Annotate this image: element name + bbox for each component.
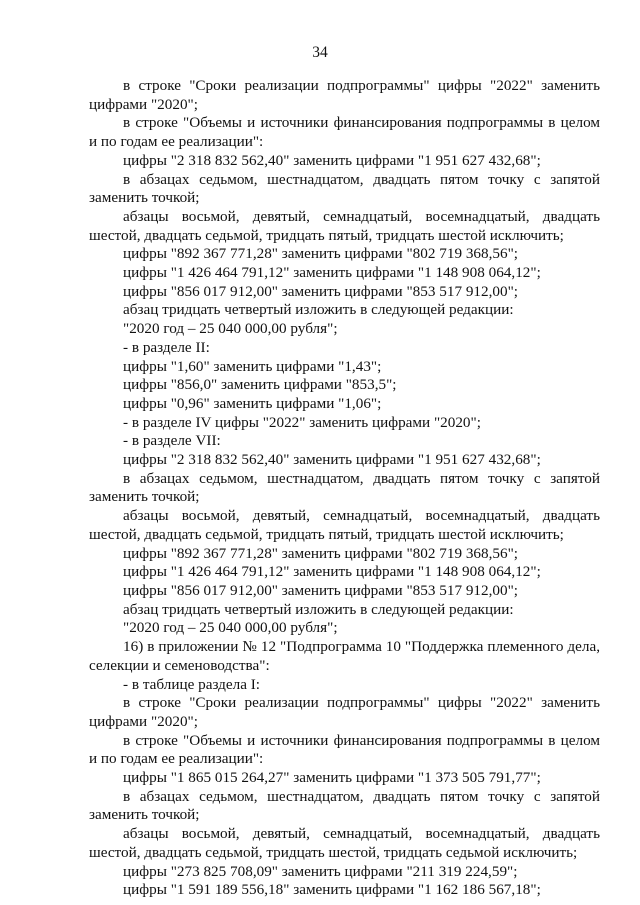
- paragraph: - в разделе II:: [123, 338, 210, 356]
- paragraph: - в разделе VII:: [123, 432, 221, 450]
- paragraph: цифры "856 017 912,00" заменить цифрами "853 517 912,00";: [123, 282, 519, 300]
- paragraph: в абзацах седьмом, шестнадцатом, двадцать пятом точку с запятой заменить точкой;: [89, 787, 600, 824]
- paragraph: цифры "1 865 015 264,27" заменить цифрами "1 373 505 791,77";: [123, 769, 541, 787]
- paragraph: цифры "892 367 771,28" заменить цифрами "802 719 368,56";: [123, 245, 519, 263]
- paragraph: цифры "1 426 464 791,12" заменить цифрами "1 148 908 064,12";: [123, 264, 541, 282]
- paragraph: цифры "856,0" заменить цифрами "853,5";: [123, 376, 397, 394]
- paragraph: цифры "0,96" заменить цифрами "1,06";: [123, 394, 382, 412]
- paragraph: в строке "Сроки реализации подпрограммы" цифры "2022" заменить цифрами "2020";: [89, 694, 600, 730]
- paragraph: 16) в приложении № 12 "Подпрограмма 10 "Поддержка племенного дела, селекции и семеноводства":: [89, 638, 600, 674]
- paragraph: цифры "2 318 832 562,40" заменить цифрами "1 951 627 432,68";: [123, 151, 541, 169]
- paragraph: цифры "2 318 832 562,40" заменить цифрами "1 951 627 432,68";: [123, 451, 541, 469]
- paragraph: "2020 год – 25 040 000,00 рубля";: [123, 320, 338, 338]
- paragraph: в строке "Объемы и источники финансирования подпрограммы в целом и по годам ее реализации":: [89, 731, 600, 768]
- paragraph: цифры "1 591 189 556,18" заменить цифрами "1 162 186 567,18";: [123, 881, 541, 899]
- paragraph: в строке "Объемы и источники финансирования подпрограммы в целом и по годам ее реализации":: [89, 114, 600, 151]
- paragraph: цифры "856 017 912,00" заменить цифрами "853 517 912,00";: [123, 581, 519, 599]
- paragraph: цифры "1,60" заменить цифрами "1,43";: [123, 357, 382, 375]
- paragraph: цифры "273 825 708,09" заменить цифрами "211 319 224,59";: [123, 862, 518, 880]
- paragraph: "2020 год – 25 040 000,00 рубля";: [123, 619, 338, 637]
- paragraph: абзацы восьмой, девятый, семнадцатый, восемнадцатый, двадцать шестой, двадцать седьмой, тридцать пятый, тридцать шестой исключить;: [89, 507, 600, 543]
- paragraph: абзацы восьмой, девятый, семнадцатый, восемнадцатый, двадцать шестой, двадцать седьмой, тридцать пятый, тридцать шестой исключить;: [89, 207, 600, 244]
- paragraph: абзац тридцать четвертый изложить в следующей редакции:: [123, 301, 514, 319]
- paragraph: в абзацах седьмом, шестнадцатом, двадцать пятом точку с запятой заменить точкой;: [89, 469, 600, 506]
- paragraph: цифры "1 426 464 791,12" заменить цифрами "1 148 908 064,12";: [123, 563, 541, 581]
- document-body: [89, 77, 600, 900]
- paragraph: абзац тридцать четвертый изложить в следующей редакции:: [123, 600, 514, 618]
- page-number: 34: [312, 44, 328, 61]
- paragraph: - в разделе IV цифры "2022" заменить цифрами "2020";: [123, 413, 481, 431]
- paragraph: в строке "Сроки реализации подпрограммы" цифры "2022" заменить цифрами "2020";: [89, 77, 600, 113]
- paragraph: - в таблице раздела I:: [123, 675, 261, 693]
- paragraph: цифры "892 367 771,28" заменить цифрами "802 719 368,56";: [123, 544, 519, 562]
- paragraph: абзацы восьмой, девятый, семнадцатый, восемнадцатый, двадцать шестой, двадцать седьмой, тридцать шестой, тридцать седьмой исключить;: [89, 825, 600, 861]
- paragraph: в абзацах седьмом, шестнадцатом, двадцать пятом точку с запятой заменить точкой;: [89, 170, 600, 207]
